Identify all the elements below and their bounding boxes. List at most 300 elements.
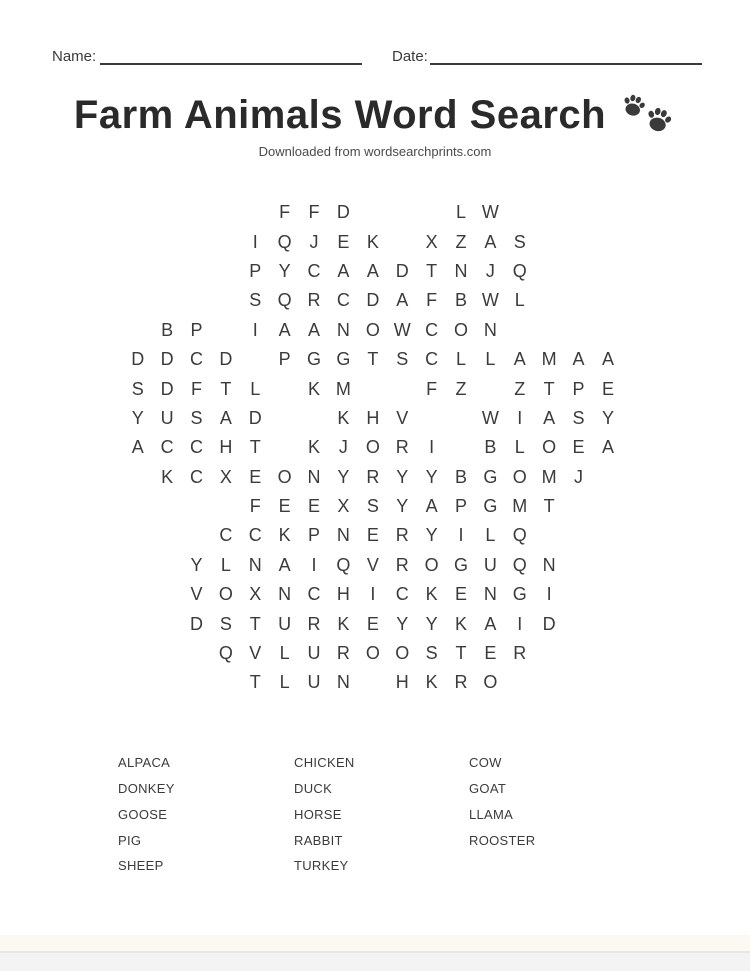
grid-cell-empty [593, 609, 622, 638]
grid-cell: Z [455, 378, 467, 399]
grid-cell: T [220, 378, 232, 399]
grid-cell: W [481, 202, 499, 223]
grid-cell: N [307, 466, 321, 487]
grid-cell-empty [534, 286, 563, 315]
word-list [118, 750, 645, 879]
grid-cell: R [513, 643, 527, 664]
grid-cell-empty [123, 198, 152, 227]
grid-cell-empty [182, 286, 211, 315]
grid-cell: N [483, 319, 497, 340]
grid-cell: H [219, 437, 233, 458]
grid-cell: A [337, 260, 350, 281]
grid-cell: L [220, 554, 231, 575]
grid-cell: D [395, 260, 409, 281]
grid-cell: X [219, 466, 232, 487]
grid-cell: I [517, 613, 523, 634]
grid-cell: D [131, 349, 145, 370]
grid-cell-empty [534, 198, 563, 227]
grid-cell: L [455, 202, 466, 223]
grid-cell: G [453, 554, 468, 575]
grid-cell: K [337, 407, 350, 428]
grid-cell-empty [299, 404, 328, 433]
grid-cell-empty [123, 492, 152, 521]
grid-cell: N [278, 584, 292, 605]
grid-cell: L [279, 672, 290, 693]
grid-cell-empty [564, 668, 593, 697]
grid-cell: Y [425, 466, 438, 487]
grid-cell: A [219, 407, 232, 428]
grid-cell-empty [593, 639, 622, 668]
grid-cell: P [249, 260, 262, 281]
grid-cell: N [542, 554, 556, 575]
grid-cell: L [485, 525, 496, 546]
word-list-item: RABBIT [294, 832, 343, 848]
grid-cell: R [307, 613, 321, 634]
grid-cell: Y [131, 407, 144, 428]
grid-cell-empty [123, 639, 152, 668]
grid-cell: B [454, 290, 467, 311]
grid-cell: Q [277, 231, 292, 252]
grid-cell-empty [123, 580, 152, 609]
grid-cell: K [366, 231, 379, 252]
grid-cell-empty [534, 316, 563, 345]
grid-cell: N [483, 584, 497, 605]
grid-cell: O [365, 437, 380, 458]
grid-cell: D [219, 349, 233, 370]
grid-cell: T [543, 378, 555, 399]
word-list-item: LLAMA [469, 806, 514, 822]
grid-cell: A [308, 319, 321, 340]
grid-cell: S [190, 407, 203, 428]
grid-cell: K [308, 378, 321, 399]
grid-cell: T [455, 643, 467, 664]
grid-cell-empty [152, 198, 181, 227]
name-blank-line [100, 63, 362, 65]
grid-cell: T [249, 672, 261, 693]
grid-cell: H [336, 584, 350, 605]
grid-cell: L [485, 349, 496, 370]
grid-cell-empty [505, 668, 534, 697]
grid-cell-empty [564, 257, 593, 286]
grid-cell-empty [388, 198, 417, 227]
grid-cell: L [514, 437, 525, 458]
grid-cell: S [249, 290, 262, 311]
word-list-item: GOOSE [118, 806, 168, 822]
grid-cell-empty [123, 257, 152, 286]
grid-cell: O [542, 437, 557, 458]
grid-cell: L [250, 378, 261, 399]
grid-cell-empty [123, 316, 152, 345]
grid-cell-empty [593, 492, 622, 521]
grid-cell: K [425, 584, 438, 605]
grid-cell: I [429, 437, 435, 458]
grid-cell: M [541, 349, 557, 370]
grid-cell: O [483, 672, 498, 693]
grid-cell: R [395, 437, 409, 458]
word-list-item: TURKEY [294, 858, 349, 874]
word-list-item: ROOSTER [469, 832, 536, 848]
download-credit-text: Downloaded from wordsearchprints.com [258, 144, 492, 159]
grid-cell: S [513, 231, 526, 252]
grid-cell: C [307, 584, 321, 605]
grid-cell-empty [593, 580, 622, 609]
grid-cell: P [278, 349, 291, 370]
grid-cell: A [601, 437, 614, 458]
date-blank-line [430, 63, 702, 65]
grid-cell: O [424, 554, 439, 575]
grid-cell: T [249, 437, 261, 458]
grid-cell: Y [425, 525, 438, 546]
grid-cell: R [454, 672, 468, 693]
grid-cell-empty [270, 374, 299, 403]
grid-cell-empty [152, 257, 181, 286]
grid-cell: W [481, 290, 499, 311]
grid-cell: W [393, 319, 411, 340]
grid-cell: I [458, 525, 464, 546]
grid-cell: E [366, 525, 379, 546]
grid-cell: O [218, 584, 233, 605]
grid-cell: O [512, 466, 527, 487]
grid-cell: K [278, 525, 291, 546]
grid-cell: D [160, 349, 174, 370]
grid-cell-empty [593, 463, 622, 492]
grid-cell: P [308, 525, 321, 546]
grid-cell: B [161, 319, 174, 340]
grid-cell: S [425, 643, 438, 664]
word-list-item: DUCK [294, 781, 333, 797]
grid-cell: T [543, 496, 555, 517]
grid-cell: J [309, 231, 319, 252]
grid-cell: J [574, 466, 584, 487]
grid-cell: O [453, 319, 468, 340]
grid-cell: F [279, 202, 291, 223]
grid-cell: U [160, 407, 174, 428]
grid-cell: C [189, 437, 203, 458]
grid-cell: V [190, 584, 203, 605]
grid-cell: Y [278, 260, 291, 281]
grid-cell: K [425, 672, 438, 693]
grid-cell: H [366, 407, 380, 428]
grid-cell: M [335, 378, 351, 399]
grid-cell: O [365, 643, 380, 664]
grid-cell: O [365, 319, 380, 340]
grid-cell: Q [336, 554, 351, 575]
grid-cell: Z [455, 231, 467, 252]
page-footer-gray-band [0, 953, 750, 971]
grid-cell-empty [211, 198, 240, 227]
grid-cell-empty [476, 374, 505, 403]
grid-cell: Y [396, 496, 409, 517]
grid-cell: A [484, 231, 497, 252]
grid-cell-empty [505, 198, 534, 227]
grid-cell-empty [152, 580, 181, 609]
grid-cell: M [541, 466, 557, 487]
grid-cell: F [426, 290, 438, 311]
grid-cell-empty [358, 374, 387, 403]
grid-cell-empty [152, 639, 181, 668]
grid-cell-empty [123, 227, 152, 256]
grid-cell: D [248, 407, 262, 428]
word-list-column [294, 750, 469, 879]
grid-cell: C [219, 525, 233, 546]
grid-cell: J [338, 437, 348, 458]
grid-cell-empty [270, 404, 299, 433]
grid-cell-empty [211, 227, 240, 256]
grid-cell-empty [593, 198, 622, 227]
grid-cell: Q [512, 525, 527, 546]
grid-cell-empty [388, 374, 417, 403]
grid-cell-empty [241, 345, 270, 374]
grid-cell: G [483, 466, 498, 487]
grid-cell: C [160, 437, 174, 458]
grid-cell-empty [152, 492, 181, 521]
word-list-item: COW [469, 755, 502, 771]
grid-cell-empty [564, 639, 593, 668]
grid-cell: N [336, 525, 350, 546]
grid-cell: R [336, 643, 350, 664]
name-label: Name: [52, 48, 97, 65]
grid-cell: G [336, 349, 351, 370]
grid-cell-empty [388, 227, 417, 256]
grid-cell: V [366, 554, 379, 575]
grid-cell-empty [270, 433, 299, 462]
grid-cell: U [307, 672, 321, 693]
grid-cell: U [483, 554, 497, 575]
grid-cell-empty [534, 521, 563, 550]
grid-cell-empty [123, 521, 152, 550]
grid-cell: F [426, 378, 438, 399]
grid-cell: K [308, 437, 321, 458]
grid-cell: I [517, 407, 523, 428]
grid-cell: C [395, 584, 409, 605]
grid-cell: E [484, 643, 497, 664]
grid-cell-empty [211, 316, 240, 345]
grid-cell: I [252, 231, 258, 252]
grid-cell: V [249, 643, 262, 664]
grid-cell: E [308, 496, 321, 517]
grid-cell: Y [396, 466, 409, 487]
word-list-column [118, 750, 294, 879]
grid-cell-empty [241, 198, 270, 227]
grid-cell: C [336, 290, 350, 311]
grid-cell: W [481, 407, 499, 428]
grid-cell: X [249, 584, 262, 605]
grid-cell-empty [534, 227, 563, 256]
grid-cell: D [160, 378, 174, 399]
grid-cell: A [543, 407, 556, 428]
grid-cell: U [278, 613, 292, 634]
page-title: Farm Animals Word Search [73, 92, 607, 137]
grid-cell-empty [152, 551, 181, 580]
word-list-item: DONKEY [118, 781, 175, 797]
grid-cell: T [426, 260, 438, 281]
grid-cell-empty [152, 286, 181, 315]
grid-cell-empty [182, 521, 211, 550]
grid-cell: D [542, 613, 556, 634]
word-list-column [469, 750, 645, 879]
word-list-item: SHEEP [118, 858, 164, 874]
grid-cell: I [311, 554, 317, 575]
grid-cell-empty [211, 257, 240, 286]
grid-cell: L [279, 643, 290, 664]
grid-cell: C [189, 349, 203, 370]
grid-cell: G [483, 496, 498, 517]
word-list-item: GOAT [469, 781, 507, 797]
grid-cell: B [484, 437, 497, 458]
grid-cell: L [514, 290, 525, 311]
grid-cell: E [454, 584, 467, 605]
grid-cell: A [366, 260, 379, 281]
word-list-item: HORSE [294, 806, 342, 822]
grid-cell-empty [593, 227, 622, 256]
grid-cell-empty [152, 668, 181, 697]
grid-cell: Q [512, 260, 527, 281]
grid-cell: G [512, 584, 527, 605]
grid-cell: P [190, 319, 203, 340]
grid-cell-empty [123, 286, 152, 315]
grid-cell: R [395, 525, 409, 546]
grid-cell: C [425, 349, 439, 370]
page-footer-cream-band [0, 935, 750, 953]
grid-cell: L [455, 349, 466, 370]
grid-cell-empty [417, 404, 446, 433]
grid-cell: Z [514, 378, 526, 399]
grid-cell-empty [564, 551, 593, 580]
grid-cell-empty [358, 198, 387, 227]
grid-cell-empty [358, 668, 387, 697]
grid-cell-empty [564, 580, 593, 609]
grid-cell: F [308, 202, 320, 223]
grid-cell: S [572, 407, 585, 428]
grid-cell: A [396, 290, 409, 311]
grid-cell: S [396, 349, 409, 370]
grid-cell-empty [182, 227, 211, 256]
grid-cell: E [249, 466, 262, 487]
grid-cell-empty [564, 492, 593, 521]
grid-cell: M [512, 496, 528, 517]
title-row [0, 86, 750, 143]
grid-cell: F [249, 496, 261, 517]
grid-cell: P [572, 378, 585, 399]
grid-cell-empty [211, 286, 240, 315]
grid-cell-empty [152, 227, 181, 256]
grid-cell: N [248, 554, 262, 575]
grid-cell-empty [534, 257, 563, 286]
grid-cell: C [189, 466, 203, 487]
grid-cell-empty [593, 521, 622, 550]
grid-cell-empty [123, 668, 152, 697]
grid-cell: N [336, 319, 350, 340]
grid-cell: E [366, 613, 379, 634]
grid-cell: K [454, 613, 467, 634]
grid-cell-empty [446, 404, 475, 433]
grid-cell: O [395, 643, 410, 664]
grid-cell-empty [152, 609, 181, 638]
grid-cell: S [131, 378, 144, 399]
grid-cell: D [189, 613, 203, 634]
grid-cell: K [337, 613, 350, 634]
grid-cell: J [485, 260, 495, 281]
grid-cell: Q [277, 290, 292, 311]
grid-cell-empty [182, 198, 211, 227]
grid-cell-empty [417, 198, 446, 227]
grid-cell-empty [593, 551, 622, 580]
grid-cell-empty [211, 668, 240, 697]
grid-cell-empty [182, 492, 211, 521]
grid-cell-empty [182, 668, 211, 697]
grid-cell-empty [534, 639, 563, 668]
grid-cell-empty [123, 463, 152, 492]
grid-cell: A [278, 319, 291, 340]
grid-cell: N [336, 672, 350, 693]
grid-cell-empty [564, 286, 593, 315]
grid-cell: Y [601, 407, 614, 428]
grid-cell-empty [152, 521, 181, 550]
grid-cell-empty [593, 316, 622, 345]
grid-cell: K [161, 466, 174, 487]
grid-cell: A [131, 437, 144, 458]
word-list-item: CHICKEN [294, 755, 355, 771]
grid-cell: Q [218, 643, 233, 664]
grid-cell: I [252, 319, 258, 340]
grid-cell-empty [593, 668, 622, 697]
grid-cell: A [572, 349, 585, 370]
grid-cell-empty [564, 521, 593, 550]
grid-cell-empty [593, 257, 622, 286]
grid-cell-empty [564, 227, 593, 256]
grid-cell: S [219, 613, 232, 634]
date-label: Date: [392, 48, 428, 65]
grid-cell: E [278, 496, 291, 517]
grid-cell-empty [534, 668, 563, 697]
grid-cell: R [395, 554, 409, 575]
grid-cell-empty [564, 316, 593, 345]
grid-cell: R [366, 466, 380, 487]
grid-cell: X [425, 231, 438, 252]
grid-cell: G [307, 349, 322, 370]
grid-cell: A [484, 613, 497, 634]
grid-cell: A [601, 349, 614, 370]
grid-cell: Y [396, 613, 409, 634]
grid-cell: O [277, 466, 292, 487]
grid-cell: R [307, 290, 321, 311]
grid-cell: Y [337, 466, 350, 487]
grid-cell: A [513, 349, 526, 370]
grid-cell: T [367, 349, 379, 370]
grid-cell: S [366, 496, 379, 517]
grid-cell: C [425, 319, 439, 340]
grid-cell-empty [505, 316, 534, 345]
grid-cell: Q [512, 554, 527, 575]
grid-cell: N [454, 260, 468, 281]
grid-cell: T [249, 613, 261, 634]
word-search-grid [123, 198, 623, 698]
grid-cell-empty [182, 639, 211, 668]
grid-cell: V [396, 407, 409, 428]
paw-prints-icon [618, 90, 676, 143]
word-list-item: ALPACA [118, 755, 171, 771]
grid-cell-empty [564, 609, 593, 638]
grid-cell-empty [123, 551, 152, 580]
grid-cell: P [454, 496, 467, 517]
word-list-item: PIG [118, 832, 142, 848]
grid-cell-empty [123, 609, 152, 638]
grid-cell: X [337, 496, 350, 517]
grid-cell: E [337, 231, 350, 252]
grid-cell: B [454, 466, 467, 487]
grid-cell-empty [593, 286, 622, 315]
grid-cell: A [278, 554, 291, 575]
